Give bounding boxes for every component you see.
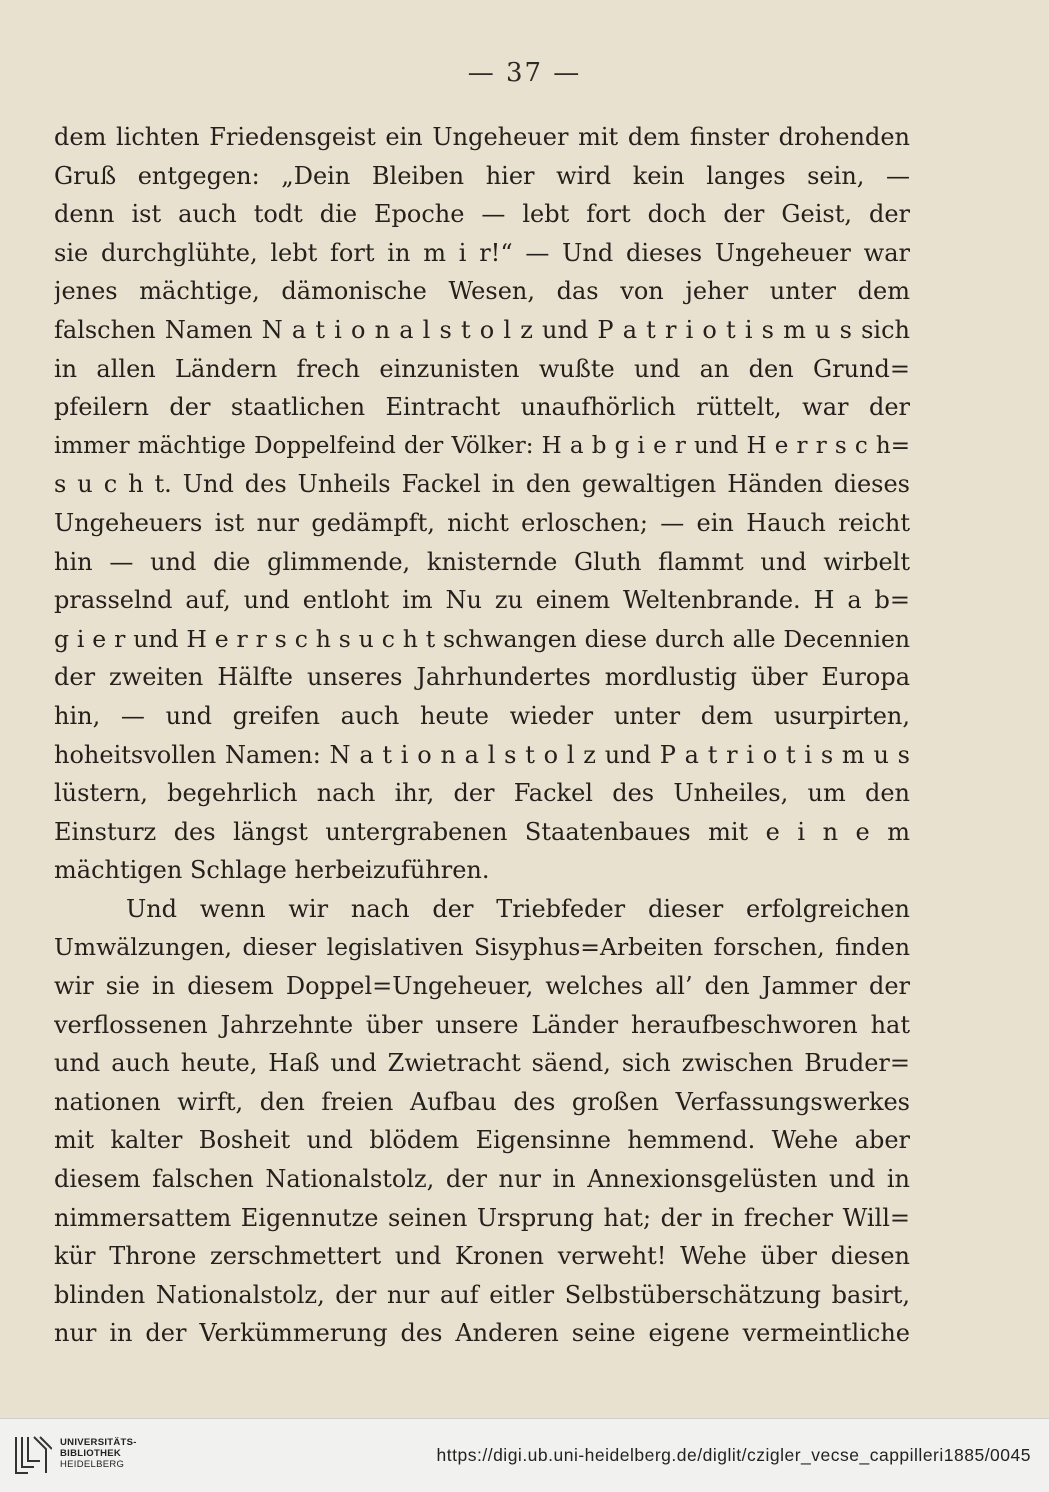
text-line: Einsturz des längst untergrabenen Staatenbaues mit e i n e m	[54, 817, 910, 846]
library-name-line: BIBLIOTHEK	[60, 1448, 122, 1459]
text-line: jenes mächtige, dämonische Wesen, das von jeher unter dem	[54, 277, 910, 306]
text-line: falschen Namen N a t i o n a l s t o l z und P a t r i o t i s m u s sich	[54, 315, 910, 344]
text-line: verflossenen Jahrzehnte über unsere Länder heraufbeschworen hat	[54, 1010, 910, 1039]
page-number: — 37 —	[467, 58, 582, 88]
text-line: Und wenn wir nach der Triebfeder dieser erfolgreichen	[126, 894, 910, 923]
text-line: g i e r und H e r r s c h s u c h t schwangen diese durch alle Decennien	[54, 624, 910, 653]
text-line: lüstern, begehrlich nach ihr, der Fackel des Unheiles, um den	[54, 779, 910, 808]
library-name	[60, 1437, 137, 1470]
text-line: nur in der Verkümmerung des Anderen seine eigene vermeintliche	[54, 1319, 910, 1348]
text-line: Gruß entgegen: „Dein Bleiben hier wird kein langes sein, —	[54, 161, 910, 190]
text-line: nationen wirft, den freien Aufbau des großen Verfassungswerkes	[54, 1087, 910, 1116]
body-text	[54, 118, 910, 1353]
library-name-line: UNIVERSITÄTS-	[60, 1437, 137, 1448]
text-line: mit kalter Bosheit und blödem Eigensinne hemmend. Wehe aber	[54, 1126, 910, 1155]
text-line: dem lichten Friedensgeist ein Ungeheuer mit dem finster drohenden	[54, 123, 910, 151]
text-line: der zweiten Hälfte unseres Jahrhundertes mordlustig über Europa	[54, 663, 910, 692]
text-line: prasselnd auf, und entloht im Nu zu einem Weltenbrande. H a b=	[54, 586, 910, 615]
text-line: hoheitsvollen Namen: N a t i o n a l s t o l z und P a t r i o t i s m u s	[54, 740, 910, 769]
text-line: diesem falschen Nationalstolz, der nur in Annexionsgelüsten und in	[54, 1165, 910, 1194]
text-line: und auch heute, Haß und Zwietracht säend, sich zwischen Bruder=	[54, 1049, 910, 1078]
text-line: nimmersattem Eigennutze seinen Ursprung hat; der in frecher Will=	[54, 1203, 910, 1232]
text-line: mächtigen Schlage herbeizuführen.	[54, 856, 490, 885]
text-line: in allen Ländern frech einzunisten wußte und an den Grund=	[54, 354, 910, 383]
text-line: immer mächtige Doppelfeind der Völker: H a b g i e r und H e r r s c h=	[54, 432, 910, 459]
text-line: wir sie in diesem Doppel=Ungeheuer, welches all’ den Jammer der	[54, 972, 910, 1001]
university-library-logo-icon	[12, 1431, 52, 1479]
text-line: pfeilern der staatlichen Eintracht unaufhörlich rüttelt, war der	[54, 393, 910, 422]
footer-bar	[0, 1418, 1049, 1492]
text-line: blinden Nationalstolz, der nur auf eitler Selbstüberschätzung basirt,	[54, 1280, 910, 1309]
text-line: kür Throne zerschmettert und Kronen verweht! Wehe über diesen	[54, 1242, 910, 1271]
text-line: hin, — und greifen auch heute wieder unter dem usurpirten,	[54, 701, 910, 730]
text-line: Ungeheuers ist nur gedämpft, nicht erloschen; — ein Hauch reicht	[54, 508, 910, 537]
text-line: denn ist auch todt die Epoche — lebt fort doch der Geist, der	[54, 200, 910, 229]
text-line: sie durchglühte, lebt fort in m i r!“ — Und dieses Ungeheuer war	[54, 238, 910, 267]
library-name-line: HEIDELBERG	[60, 1459, 125, 1470]
text-line: Umwälzungen, dieser legislativen Sisyphus=Arbeiten forschen, finden	[54, 933, 910, 962]
document-url-link[interactable]: https://digi.ub.uni-heidelberg.de/diglit/czigler_vecse_cappilleri1885/0045	[436, 1445, 1031, 1465]
text-line: hin — und die glimmende, knisternde Gluth flammt und wirbelt	[54, 547, 910, 576]
text-line: s u c h t. Und des Unheils Fackel in den gewaltigen Händen dieses	[54, 470, 910, 499]
